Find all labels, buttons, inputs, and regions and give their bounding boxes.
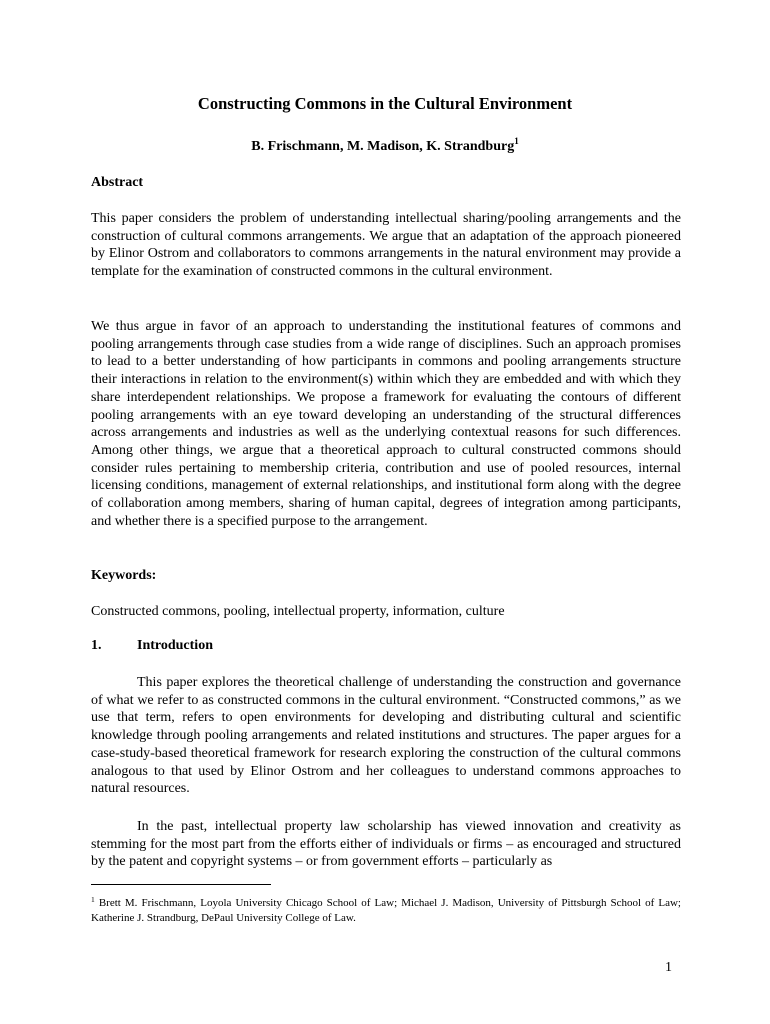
authors-text: B. Frischmann, M. Madison, K. Strandburg [251, 139, 515, 154]
abstract-paragraph-2: We thus argue in favor of an approach to understanding the institutional features of commons and pooling arrangements through case studies from a wide range of disciplines. Such an approach promises to lead to a better understanding of how participants in commons and pooling arrangements structure their interactions in relation to the environment(s) within which they are embedded and with which they share interdependent relationships. We propose a framework for evaluating the contours of different pooling arrangements with an eye toward developing an understanding of the structural differences across arrangements and industries as well as the underlying contextual reasons for such differences. Among other things, we argue that a theoretical approach to cultural constructed commons should consider rules pertaining to membership criteria, contribution and use of pooled resources, internal licensing conditions, management of external relationships, and institutional form along with the degree of collaboration among members, sharing of human capital, degrees of integration among participants, and whether there is a specified purpose to the arrangement. [91, 319, 681, 529]
page-number: 1 [665, 960, 672, 975]
footnote-mark: 1 [91, 895, 95, 904]
keywords-heading: Keywords: [91, 568, 157, 583]
section-number: 1. [91, 638, 102, 653]
abstract-paragraph-1: This paper considers the problem of understanding intellectual sharing/pooling arrangements and the construction of cultural commons arrangements. We argue that an adaptation of the approach pioneered by Elinor Ostrom and collaborators to commons arrangements in the natural environment may provide a template for the examination of constructed commons in the cultural environment. [91, 211, 681, 280]
intro-paragraph-2: In the past, intellectual property law scholarship has viewed innovation and creativity as stemming for the most part from the efforts either of individuals or firms – as encouraged and structured by the patent and copyright systems – or from government efforts – particularly as [91, 819, 681, 870]
paper-title: Constructing Commons in the Cultural Environment [197, 94, 573, 113]
footnote-divider [91, 884, 271, 885]
intro-paragraph-1: This paper explores the theoretical challenge of understanding the construction and governance of what we refer to as constructed commons in the cultural environment. “Constructed commons,” as we use that term, refers to open environments for developing and distributing cultural and scientific knowledge through pooling arrangements and related institutions and structures. The paper argues for a case-study-based theoretical framework for research exploring the construction of the cultural commons analogous to that used by Elinor Ostrom and her colleagues to understand commons approaches to natural resources. [91, 675, 681, 797]
paper-authors [0, 136, 770, 155]
section-title: Introduction [137, 638, 213, 653]
keywords-list: Constructed commons, pooling, intellectual property, information, culture [91, 604, 505, 619]
section-heading [91, 638, 213, 654]
footnote-ref: 1 [514, 136, 519, 146]
abstract-heading: Abstract [91, 175, 144, 190]
footnote [91, 892, 681, 926]
footnote-text: Brett M. Frischmann, Loyola University Chicago School of Law; Michael J. Madison, University of Pittsburgh School of Law; Katherine J. Strandburg, DePaul University College of Law. [91, 897, 681, 924]
